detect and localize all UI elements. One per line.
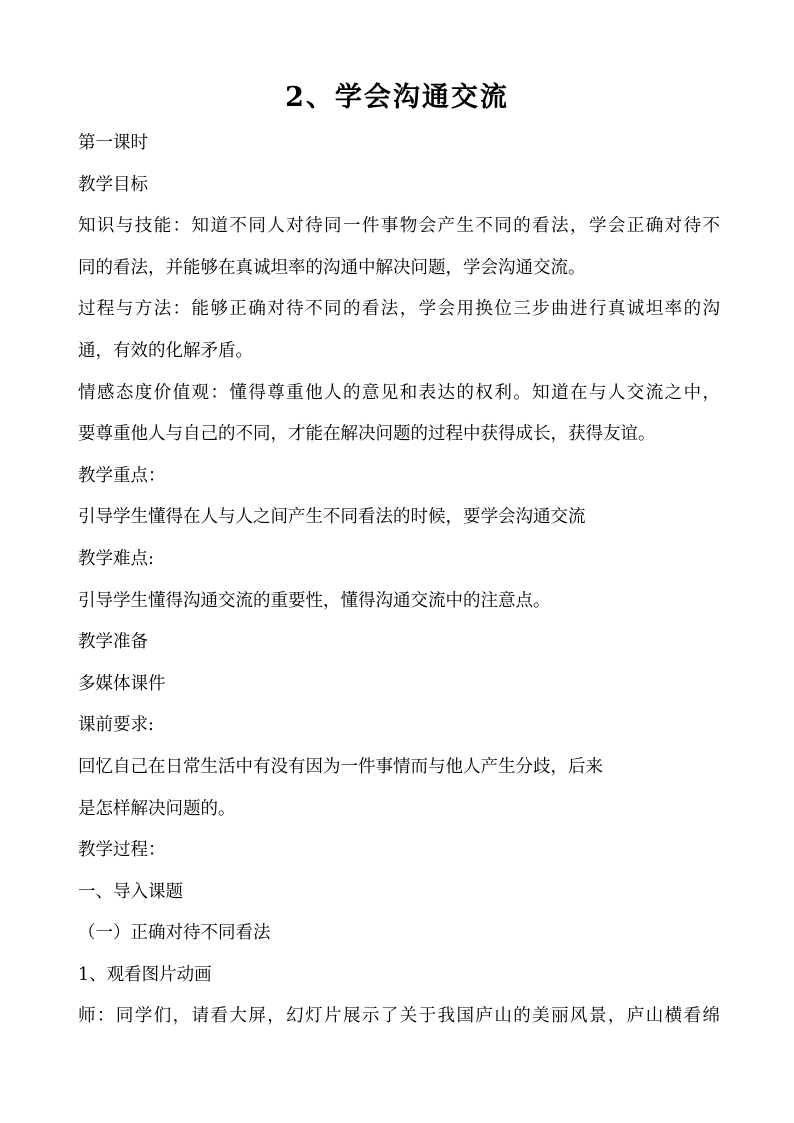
paragraph-line: 要尊重他人与自己的不同，才能在解决问题的过程中获得成长，获得友谊。 <box>78 424 656 445</box>
paragraph-line: 情感态度价值观：懂得尊重他人的意见和表达的权利。知道在与人交流之中， <box>78 382 720 403</box>
subheading-part-one: （一）正确对待不同看法 <box>78 923 271 944</box>
paragraph-line: 过程与方法：能够正确对待不同的看法，学会用换位三步曲进行真诚坦率的沟 <box>78 299 720 320</box>
paragraph-line: 知识与技能：知道不同人对待同一件事物会产生不同的看法，学会正确对待不 <box>78 216 720 237</box>
section-heading-key-points: 教学重点： <box>78 465 166 486</box>
subheading-intro: 一、导入课题 <box>78 881 183 902</box>
paragraph-line: 引导学生懂得在人与人之间产生不同看法的时候，要学会沟通交流 <box>78 507 586 528</box>
paragraph-line: 同的看法，并能够在真诚坦率的沟通中解决问题，学会沟通交流。 <box>78 257 586 278</box>
subheading-step-one: 1、观看图片动画 <box>78 964 212 985</box>
paragraph-line: 通，有效的化解矛盾。 <box>78 340 253 361</box>
paragraph-line: 是怎样解决问题的。 <box>78 798 236 819</box>
section-heading-goals: 教学目标 <box>78 174 148 195</box>
paragraph-line: 多媒体课件 <box>78 673 166 694</box>
section-heading-process: 教学过程： <box>78 840 166 861</box>
paragraph-line: 引导学生懂得沟通交流的重要性，懂得沟通交流中的注意点。 <box>78 590 551 611</box>
section-heading-difficulties: 教学难点: <box>78 548 154 569</box>
lesson-period: 第一课时 <box>78 133 148 153</box>
section-heading-preparation: 教学准备 <box>78 632 148 653</box>
section-heading-requirements: 课前要求: <box>78 715 154 736</box>
paragraph-line: 师：同学们，请看大屏，幻灯片展示了关于我国庐山的美丽风景，庐山横看绵 <box>78 1006 720 1027</box>
paragraph-line: 回忆自己在日常生活中有没有因为一件事情而与他人产生分歧，后来 <box>78 756 603 777</box>
document-title: 2、学会沟通交流 <box>285 82 509 113</box>
document-body <box>78 123 720 1038</box>
